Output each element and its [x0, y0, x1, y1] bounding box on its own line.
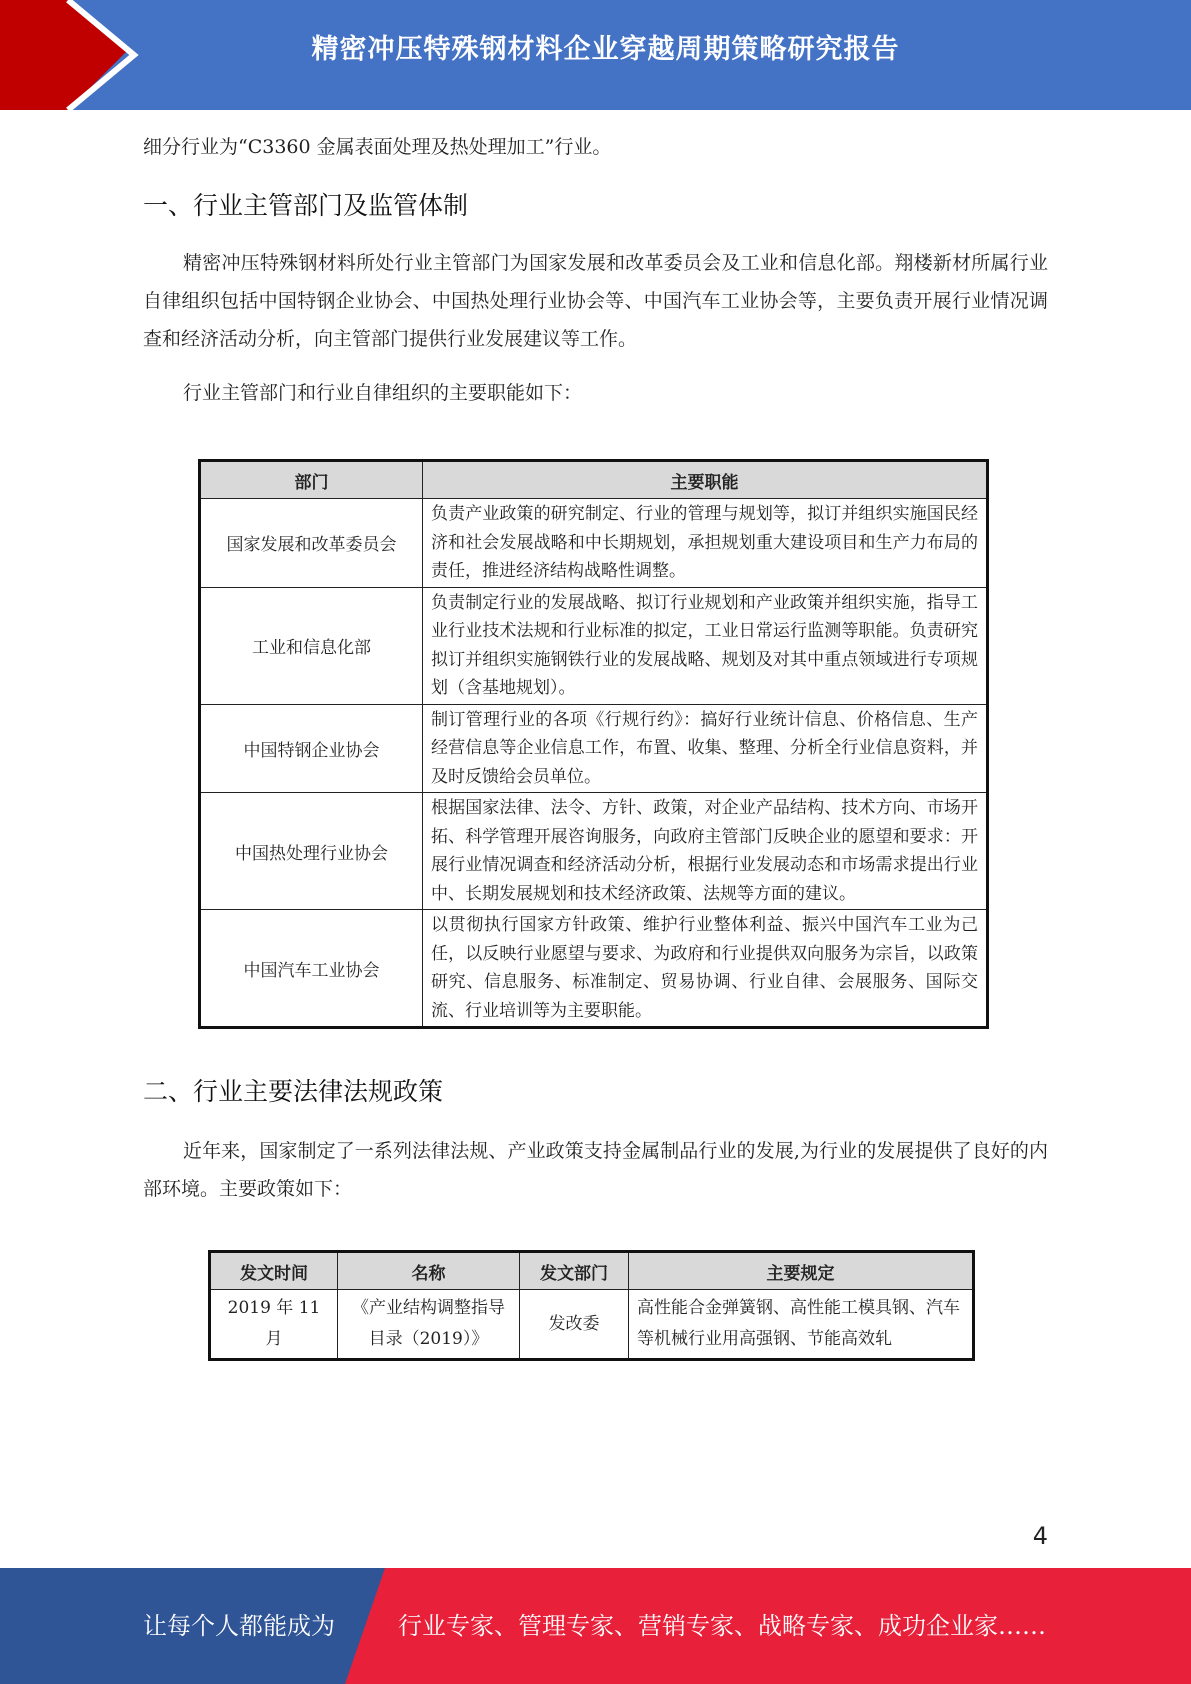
table-header-cell: 发文时间 [210, 1252, 338, 1290]
section-heading-1: 一、行业主管部门及监管体制 [143, 191, 469, 220]
table-row [210, 1290, 974, 1360]
table-header-cell: 发文部门 [520, 1252, 629, 1290]
dept-cell: 工业和信息化部 [200, 587, 423, 704]
regulation-cell: 高性能合金弹簧钢、高性能工模具钢、汽车等机械行业用高强钢、节能高效轧 [629, 1290, 974, 1360]
function-cell: 负责产业政策的研究制定、行业的管理与规划等，拟订并组织实施国民经济和社会发展战略和中长期规划，承担规划重大建设项目和生产力布局的责任，推进经济结构战略性调整。 [423, 499, 988, 588]
function-cell: 制订管理行业的各项《行规行约》：搞好行业统计信息、价格信息、生产经营信息等企业信息工作，布置、收集、整理、分析全行业信息资料，并及时反馈给会员单位。 [423, 704, 988, 793]
function-cell: 负责制定行业的发展战略、拟订行业规划和产业政策并组织实施，指导工业行业技术法规和行业标准的拟定，工业日常运行监测等职能。负责研究拟订并组织实施钢铁行业的发展战略、规划及对其中重点领域进行专项规划（含基地规划）。 [423, 587, 988, 704]
policy-table [208, 1250, 975, 1361]
section2-content [143, 1072, 1048, 1208]
page-footer [0, 1568, 1191, 1684]
date-cell: 2019 年 11 月 [210, 1290, 338, 1360]
table-row [200, 793, 988, 910]
section1-paragraph-2: 行业主管部门和行业自律组织的主要职能如下： [183, 382, 583, 404]
report-title: 精密冲压特殊钢材料企业穿越周期策略研究报告 [311, 34, 900, 65]
footer-slogan-left: 让每个人都能成为 [143, 1612, 335, 1640]
dept-cell: 中国特钢企业协会 [200, 704, 423, 793]
table-header-cell: 主要职能 [423, 461, 988, 499]
table-header-row [210, 1252, 974, 1290]
issuer-cell: 发改委 [520, 1290, 629, 1360]
section1-paragraph-1: 精密冲压特殊钢材料所处行业主管部门为国家发展和改革委员会及工业和信息化部。翔楼新材所属行业自律组织包括中国特钢企业协会、中国热处理行业协会等、中国汽车工业协会等，主要负责开展行业情况调查和经济活动分析，向主管部门提供行业发展建议等工作。 [143, 252, 1048, 350]
dept-cell: 中国热处理行业协会 [200, 793, 423, 910]
page-header [0, 0, 1191, 110]
intro-paragraph: 细分行业为“C3360 金属表面处理及热处理加工”行业。 [143, 136, 612, 158]
table-header-cell: 部门 [200, 461, 423, 499]
main-content [143, 128, 1048, 412]
table-header-row [200, 461, 988, 499]
department-functions-table [198, 459, 989, 1029]
footer-slogan-right: 行业专家、管理专家、营销专家、战略专家、成功企业家…… [398, 1612, 1046, 1640]
table-row [200, 704, 988, 793]
dept-cell: 中国汽车工业协会 [200, 910, 423, 1028]
section2-paragraph-1: 近年来，国家制定了一系列法律法规、产业政策支持金属制品行业的发展,为行业的发展提供了良好的内部环境。主要政策如下： [143, 1140, 1048, 1200]
page-number: 4 [1032, 1522, 1048, 1550]
function-cell: 以贯彻执行国家方针政策、维护行业整体利益、振兴中国汽车工业为己任，以反映行业愿望与要求、为政府和行业提供双向服务为宗旨，以政策研究、信息服务、标准制定、贸易协调、行业自律、会展服务、国际交流、行业培训等为主要职能。 [423, 910, 988, 1028]
dept-cell: 国家发展和改革委员会 [200, 499, 423, 588]
table-row [200, 910, 988, 1028]
section-heading-2: 二、行业主要法律法规政策 [143, 1077, 444, 1106]
table-row [200, 587, 988, 704]
function-cell: 根据国家法律、法令、方针、政策，对企业产品结构、技术方向、市场开拓、科学管理开展咨询服务，向政府主管部门反映企业的愿望和要求：开展行业情况调查和经济活动分析，根据行业发展动态和市场需求提出行业中、长期发展规划和技术经济政策、法规等方面的建议。 [423, 793, 988, 910]
name-cell: 《产业结构调整指导目录（2019）》 [338, 1290, 520, 1360]
table-header-cell: 主要规定 [629, 1252, 974, 1290]
table-row [200, 499, 988, 588]
table-header-cell: 名称 [338, 1252, 520, 1290]
